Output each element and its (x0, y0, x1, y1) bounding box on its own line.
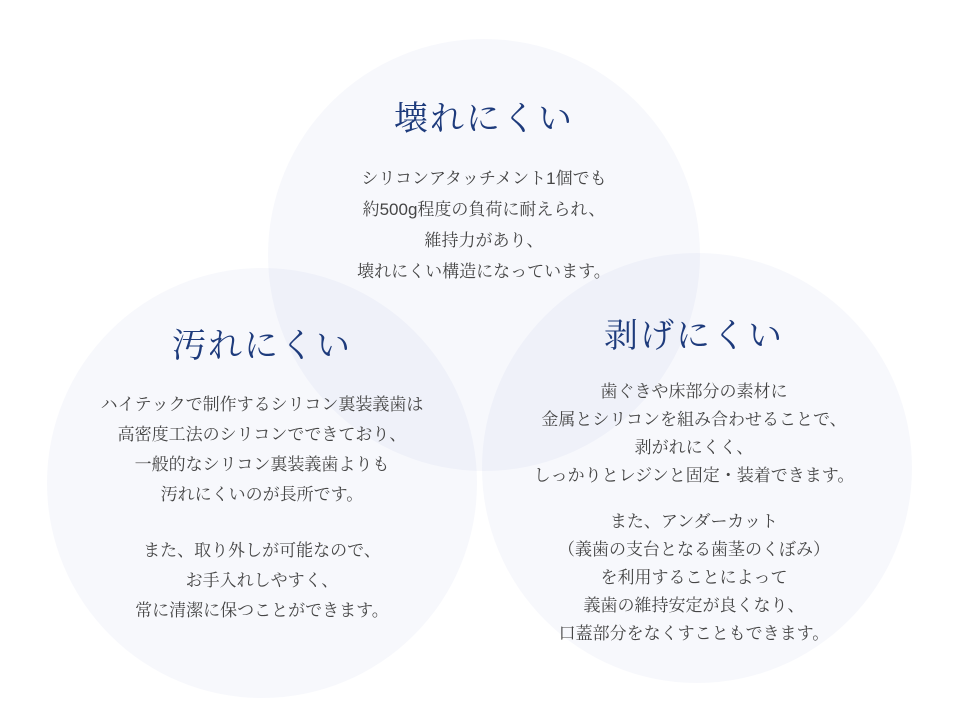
text-line: 義歯の維持安定が良くなり、 (583, 596, 805, 615)
feature-body-stain-resistant (42, 390, 482, 626)
text-line: 高密度工法のシリコンでできており、 (117, 425, 407, 444)
text-line: を利用することによって (600, 568, 788, 587)
text-line: 維持力があり、 (424, 231, 544, 250)
text-line: また、アンダーカット (609, 512, 779, 531)
text-line: 金属とシリコンを組み合わせることで、 (541, 410, 847, 429)
text-line: お手入れしやすく、 (185, 571, 339, 590)
paragraph (42, 390, 482, 510)
feature-title-break-resistant: 壊れにくい (394, 99, 574, 139)
feature-body-peel-resistant (474, 378, 914, 648)
feature-peel-resistant (474, 318, 914, 648)
feature-title-peel-resistant: 剥げにくい (604, 316, 784, 356)
text-line: 汚れにくいのが長所です。 (160, 485, 364, 504)
text-line: 歯ぐきや床部分の素材に (600, 382, 788, 401)
text-line: 壊れにくい構造になっています。 (357, 262, 611, 281)
text-line: シリコンアタッチメント1個でも (361, 169, 607, 188)
paragraph (474, 378, 914, 490)
feature-title-stain-resistant: 汚れにくい (172, 326, 352, 366)
text-line: しっかりとレジンと固定・装着できます。 (533, 466, 855, 485)
text-line: 一般的なシリコン裏装義歯よりも (134, 455, 390, 474)
paragraph (42, 536, 482, 626)
feature-stain-resistant (42, 328, 482, 626)
paragraph (264, 163, 704, 287)
text-line: 約500g程度の負荷に耐えられ、 (362, 200, 606, 219)
text-line: （義歯の支台となる歯茎のくぼみ） (558, 540, 830, 559)
text-line: ハイテックで制作するシリコン裏装義歯は (100, 395, 424, 414)
feature-break-resistant (264, 101, 704, 287)
text-line: また、取り外しが可能なので、 (143, 541, 381, 560)
text-line: 口蓋部分をなくすこともできます。 (558, 624, 830, 643)
text-line: 常に清潔に保つことができます。 (135, 601, 389, 620)
paragraph (474, 508, 914, 648)
text-line: 剥がれにくく、 (634, 438, 754, 457)
feature-body-break-resistant (264, 163, 704, 287)
